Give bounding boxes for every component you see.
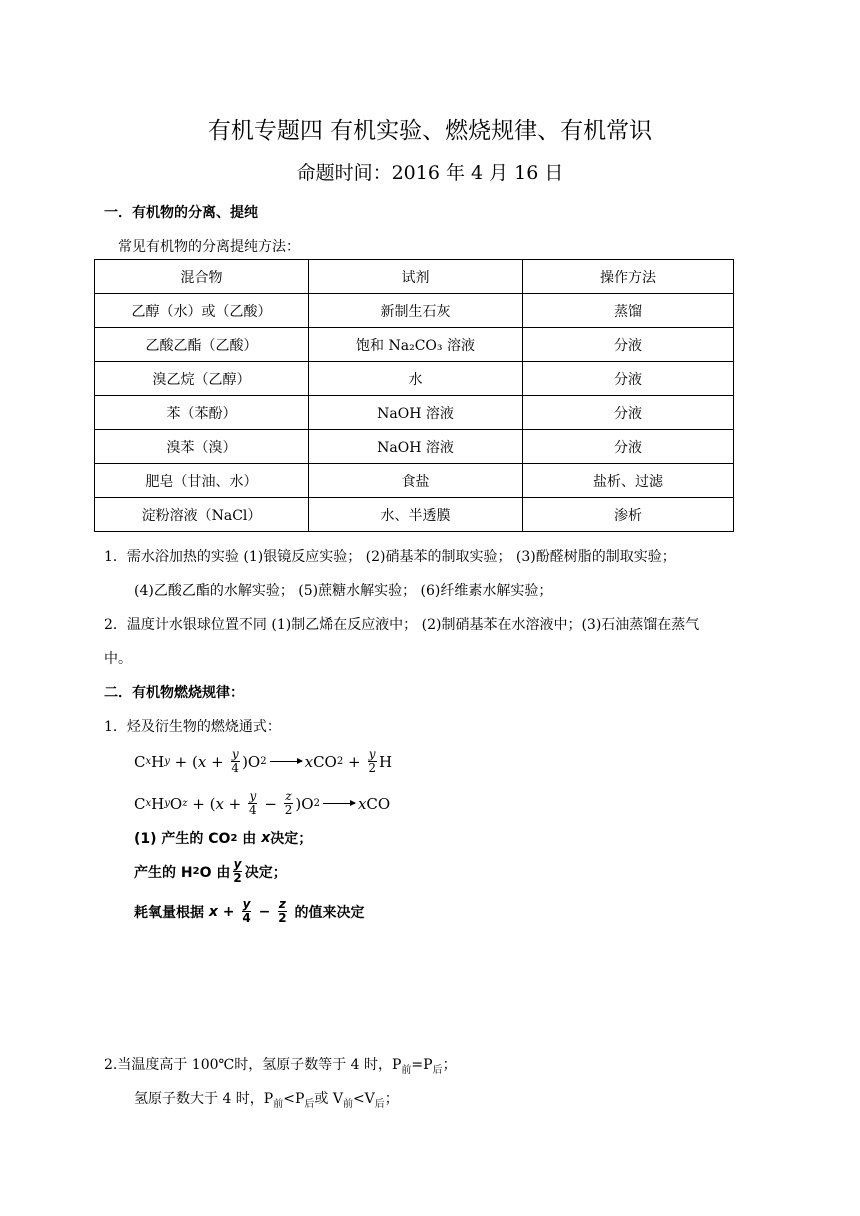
fraction-denominator: 2 [284, 803, 293, 817]
fraction-numerator: z [278, 897, 286, 911]
fraction [277, 898, 287, 925]
table-cell: 饱和 Na₂CO₃ 溶液 [309, 328, 523, 362]
formula-variable: x [357, 794, 367, 813]
section-1-intro: 常见有机物的分离提纯方法： [118, 239, 300, 255]
item-2-text: ； [442, 1057, 457, 1073]
formula-text: + [223, 794, 247, 813]
subscript-before: 前 [342, 1098, 353, 1110]
note-1-line-1: 1．需水浴加热的实验 (1)银镜反应实验； (2)硝基苯的制取实验； (3)酚醛树脂的制取实验； [104, 549, 676, 565]
fraction-denominator: 4 [249, 803, 257, 817]
formula-note-oxygen [134, 898, 364, 925]
table-cell: 溴苯（溴） [95, 430, 309, 464]
table-cell: 淀粉溶液（NaCl） [95, 498, 309, 532]
formula-text: 产生的 H [134, 864, 193, 881]
formula-text: )O [242, 752, 261, 771]
table-cell: 乙酸乙酯（乙酸） [95, 328, 309, 362]
table-header-cell: 试剂 [309, 260, 523, 294]
item-2-line-2 [134, 1088, 399, 1110]
formula-subscript: 2 [260, 756, 267, 767]
formula-text: H [378, 752, 393, 771]
note-1-line-2: (4)乙酸乙酯的水解实验； (5)蔗糖水解实验； (6)纤维素水解实验； [134, 583, 553, 599]
formula-text: (1) 产生的 CO [134, 831, 231, 847]
formula-subscript: y [164, 798, 170, 809]
formula-text: O [169, 794, 183, 813]
table-cell: 溴乙烷（乙醇） [95, 362, 309, 396]
formula-subscript: 2 [230, 832, 238, 844]
fraction-numerator: y [233, 857, 242, 871]
formula-text: + ( [187, 794, 216, 813]
item-2-text: 2.当温度高于 100℃时，氢原子数等于 4 时，P [104, 1057, 402, 1073]
table-cell: 蒸馏 [523, 294, 734, 328]
combustion-formula-hydrocarbon [134, 748, 392, 775]
formula-text: + ( [169, 752, 198, 771]
formula-variable: x [208, 903, 218, 920]
subscript-after: 后 [374, 1098, 385, 1110]
formula-text: 的值来决定 [289, 904, 365, 921]
note-2-line-1: 2．温度计水银球位置不同 (1)制乙烯在反应液中； (2)制硝基苯在水溶液中；(3)石油蒸馏在蒸气 [104, 617, 700, 633]
table-row [95, 362, 734, 396]
formula-text: CO [313, 752, 337, 771]
fraction-denominator: 4 [242, 911, 251, 925]
reaction-arrow-icon [270, 761, 302, 762]
formula-variable: x [215, 794, 224, 813]
table-row [95, 498, 734, 532]
table-cell: NaOH 溶液 [309, 396, 523, 430]
item-2-text: 氢原子数大于 4 时，P [134, 1091, 274, 1107]
fraction [284, 790, 294, 817]
table-row [95, 396, 734, 430]
subscript-before: 前 [273, 1098, 284, 1110]
table-header-cell: 操作方法 [523, 260, 734, 294]
fraction [367, 748, 377, 775]
table-cell: 分液 [523, 362, 734, 396]
formula-text: + [343, 752, 366, 771]
formula-text: + [217, 903, 240, 920]
formula-text: − [253, 903, 276, 920]
fraction-numerator: y [231, 747, 239, 761]
note-2-line-2: 中。 [104, 651, 132, 667]
formula-subscript: x [145, 756, 152, 767]
formula-variable: x [261, 830, 271, 846]
formula-text: 耗氧量根据 [134, 904, 209, 921]
formula-subscript: 2 [192, 866, 200, 877]
formula-text: )O [295, 794, 314, 813]
formula-text: O 由 [199, 864, 231, 881]
table-row [95, 430, 734, 464]
item-2-text: =P [411, 1057, 433, 1073]
table-cell: 分液 [523, 328, 734, 362]
table-cell: 渗析 [523, 498, 734, 532]
formula-subscript: 2 [336, 756, 344, 767]
formula-subscript: 2 [313, 798, 320, 809]
fraction-numerator: y [368, 747, 376, 761]
fraction-numerator: y [249, 789, 257, 803]
item-1-text: 1．烃及衍生物的燃烧通式： [104, 719, 281, 735]
formula-text: C [134, 752, 146, 771]
table-cell: 新制生石灰 [309, 294, 523, 328]
table-header-row [95, 260, 734, 294]
combustion-formula-derivative [134, 790, 390, 817]
formula-text: 决定； [270, 831, 313, 847]
table-cell: 水、半透膜 [309, 498, 523, 532]
formula-subscript: x [145, 798, 152, 809]
formula-subscript: z [182, 798, 188, 809]
formula-variable: x [304, 752, 314, 771]
fraction [241, 898, 251, 925]
item-2-text: <V [352, 1091, 375, 1107]
fraction [248, 790, 258, 817]
formula-text: 由 [237, 831, 262, 847]
formula-text: CO [366, 794, 391, 813]
fraction-numerator: z [285, 789, 292, 803]
formula-note-h2o [134, 858, 287, 885]
table-cell: NaOH 溶液 [309, 430, 523, 464]
table-row [95, 328, 734, 362]
table-header-cell: 混合物 [95, 260, 309, 294]
formula-text: H [151, 752, 165, 771]
table-row [95, 464, 734, 498]
table-row [95, 294, 734, 328]
item-2-text: ； [384, 1091, 399, 1107]
table-cell: 乙醇（水）或（乙酸） [95, 294, 309, 328]
subscript-after: 后 [432, 1064, 443, 1076]
formula-note-co2 [134, 828, 312, 848]
formula-subscript: y [164, 756, 170, 767]
fraction-denominator: 4 [231, 761, 240, 775]
table-cell: 水 [309, 362, 523, 396]
item-2-line-1 [104, 1054, 457, 1076]
formula-variable: x [197, 752, 207, 771]
section-1-heading: 一．有机物的分离、提纯 [104, 205, 258, 221]
fraction [232, 858, 242, 885]
formula-text: C [134, 794, 146, 813]
separation-table [94, 259, 734, 532]
fraction-denominator: 2 [233, 871, 242, 885]
section-2-heading: 二．有机物燃烧规律： [104, 685, 244, 701]
page-subtitle: 命题时间：2016 年 4 月 16 日 [296, 162, 564, 184]
item-2-text: 或 V [314, 1091, 343, 1107]
formula-text: 决定； [244, 864, 287, 881]
subscript-after: 后 [304, 1098, 315, 1110]
fraction-denominator: 2 [278, 911, 287, 925]
item-2-text: <P [283, 1091, 305, 1107]
table-cell: 苯（苯酚） [95, 396, 309, 430]
table-cell: 肥皂（甘油、水） [95, 464, 309, 498]
reaction-arrow-icon [323, 803, 355, 804]
table-cell: 分液 [523, 396, 734, 430]
formula-text: + [206, 752, 229, 771]
fraction [230, 748, 240, 775]
subscript-before: 前 [401, 1064, 412, 1076]
table-cell: 盐析、过滤 [523, 464, 734, 498]
table-cell: 食盐 [309, 464, 523, 498]
formula-text: − [259, 794, 282, 813]
formula-text: H [151, 794, 165, 813]
page-title: 有机专题四 有机实验、燃烧规律、有机常识 [207, 118, 653, 144]
fraction-numerator: y [242, 897, 251, 911]
fraction-denominator: 2 [368, 761, 376, 775]
table-cell: 分液 [523, 430, 734, 464]
